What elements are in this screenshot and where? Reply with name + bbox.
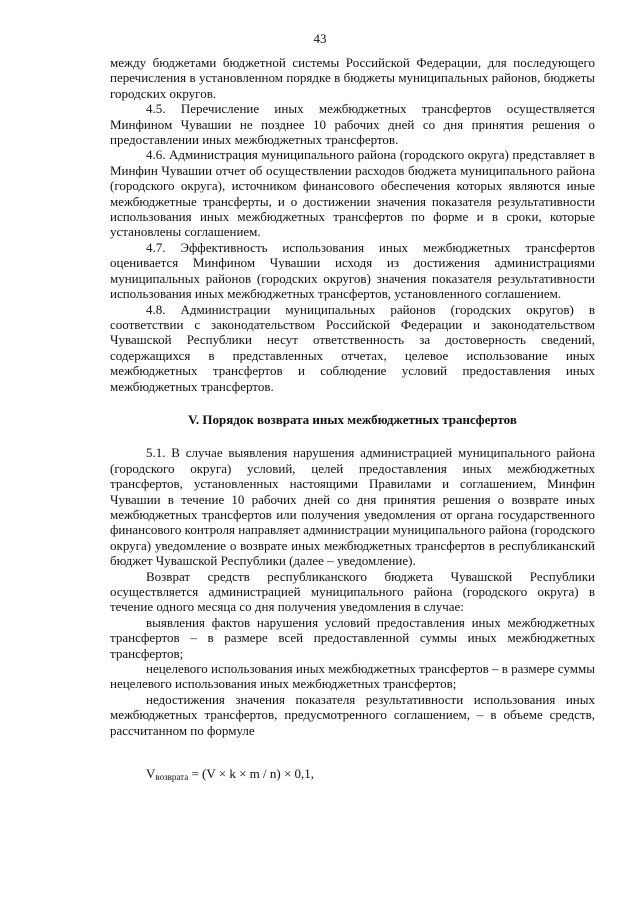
paragraph: 4.7. Эффективность использования иных межбюджетных трансфертов оценивается Минфином Чувашии исходя из достижения администрациями муниципальных районов (городских округов) значения показателя результативности использования иных межбюджетных трансфертов, установленного соглашением. [110,239,595,302]
page-number: 43 [313,31,327,46]
paragraph: выявления фактов нарушения условий предоставления иных межбюджетных трансфертов – в размере всей предоставленной суммы иных межбюджетных трансфертов; [110,614,595,661]
paragraph: 4.5. Перечисление иных межбюджетных трансфертов осуществляется Минфином Чувашии не позднее 10 рабочих дней со дня принятия решения о предоставлении иных межбюджетных трансфертов. [110,101,595,148]
paragraph: 5.1. В случае выявления нарушения администрацией муниципального района (городского округа) условий, целей предоставления иных межбюджетных трансфертов, установленных настоящими Правилами и соглашением, Минфин Чувашии в течение 10 рабочих дней со дня принятия решения о возврате иных межбюджетных трансфертов или получения уведомления от органа государственного финансового контроля направляет администрации муниципального района (городского округа) уведомление о возврате иных межбюджетных трансфертов в республиканский бюджет Чувашской Республики (далее – уведомление). [110,445,595,569]
paragraph: недостижения значения показателя результативности использования иных межбюджетных трансфертов, предусмотренного соглашением, – в объеме средств, рассчитанном по формуле [110,691,595,738]
document-body [110,55,595,785]
formula [146,766,595,785]
paragraph: между бюджетами бюджетной системы Российской Федерации, для последующего перечисления в установленном порядке в бюджеты муниципальных районов, бюджеты городских округов. [110,55,595,101]
section-heading: V. Порядок возврата иных межбюджетных трансфертов [188,411,517,427]
formula-subscript: возврата [155,772,189,783]
formula-symbol: V [146,766,156,782]
paragraph: 4.6. Администрация муниципального района (городского округа) представляет в Минфин Чувашии отчет об осуществлении расходов бюджета муниципального района (городского округа), источником финансового обеспечения которых являются иные межбюджетные трансферты, и о достижении значения показателя результативности использования иных межбюджетных трансфертов по форме и в сроки, которые установлены соглашением. [110,147,595,240]
paragraphs-top [110,55,595,394]
paragraph: Возврат средств республиканского бюджета Чувашской Республики осуществляется администрацией муниципального района (городского округа) в течение одного месяца со дня получения уведомления в случае: [110,568,595,615]
paragraph: нецелевого использования иных межбюджетных трансфертов – в размере суммы нецелевого использования иных межбюджетных трансфертов; [110,661,595,692]
formula-expression: = (V × k × m / n) × 0,1, [188,766,315,782]
paragraphs-bottom [110,445,595,738]
paragraph: 4.8. Администрации муниципальных районов (городских округов) в соответствии с законодательством Российской Федерации и законодательством Чувашской Республики несут ответственность за достоверность сведений, содержащихся в представленных отчетах, целевое использование иных межбюджетных трансфертов и соблюдение условий предоставления иных межбюджетных трансфертов. [110,301,595,394]
